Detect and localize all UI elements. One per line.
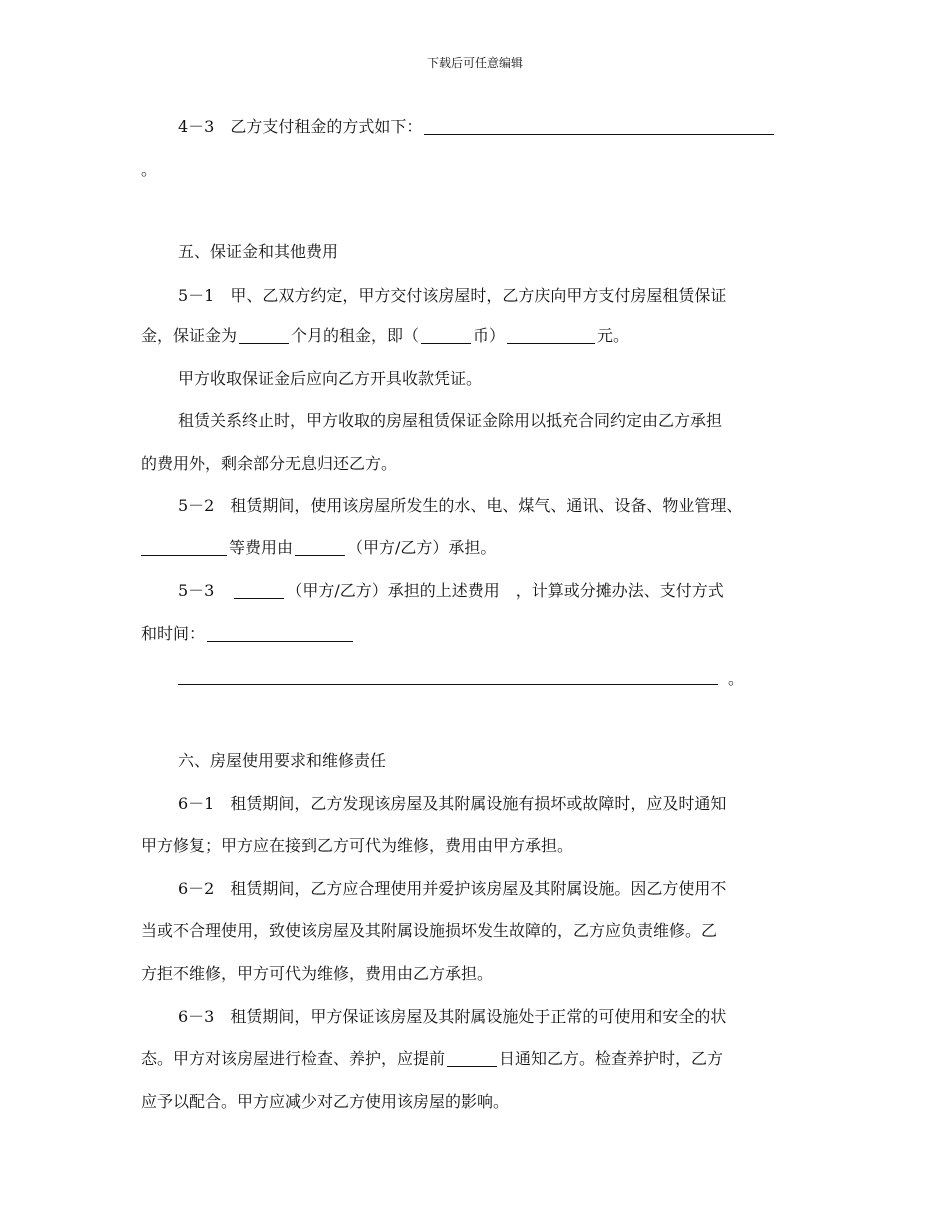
clause-5-1-line-2 [141,326,629,346]
fee-party-blank[interactable] [295,538,345,556]
clause-5-1-line-1: 5－1 甲、乙双方约定，甲方交付该房屋时，乙方庆向甲方支付房屋租赁保证 [178,286,727,305]
payment-method-blank[interactable] [424,117,774,135]
clause-6-3-line-2 [141,1049,723,1069]
clause-5-1-line-3: 甲方收取保证金后应向乙方开具收款凭证。 [178,369,483,388]
clause-4-3-line-2: 。 [141,160,158,179]
payment-time-blank[interactable] [207,624,353,642]
deposit-months-blank[interactable] [239,326,289,344]
clause-5-2-line-1: 5－2 租赁期间，使用该房屋所发生的水、电、煤气、通讯、设备、物业管理、 [178,496,743,515]
clause-text: 币） [473,326,506,345]
clause-5-1-line-4: 租赁关系终止时，甲方收取的房屋租赁保证金除用以抵充合同约定由乙方承担 [178,411,723,430]
clause-6-2-line-1: 6－2 租赁期间，乙方应合理使用并爱护该房屋及其附属设施。因乙方使用不 [178,879,727,898]
clause-text: 金，保证金为 [141,326,238,345]
clause-text: （甲方/乙方）承担。 [347,538,497,557]
payment-details-blank[interactable] [178,684,718,685]
clause-text: 元。 [597,326,630,345]
clause-text: 和时间： [141,624,206,643]
clause-text: 等费用由 [229,538,294,557]
section-6-title: 六、房屋使用要求和维修责任 [178,751,387,770]
clause-text: 个月的租金，即（ [291,326,420,345]
clause-text: （甲方/乙方）承担的上述费用 ，计算或分摊办法、支付方式 [286,581,724,600]
clause-6-3-line-1: 6－3 租赁期间，甲方保证该房屋及其附属设施处于正常的可使用和安全的状 [178,1007,727,1026]
clause-5-3-line-1 [178,581,724,601]
clause-6-3-line-3: 应予以配合。甲方应减少对乙方使用该房屋的影响。 [141,1092,510,1111]
clause-5-2-line-2 [141,538,496,558]
clause-text: 日通知乙方。检查养护时，乙方 [499,1049,724,1068]
clause-text: 5－3 [178,581,215,600]
page-header: 下载后可任意编辑 [426,56,523,70]
clause-6-2-line-2: 当或不合理使用，致使该房屋及其附属设施损坏发生故障的，乙方应负责维修。乙 [141,921,718,940]
clause-6-1-line-2: 甲方修复；甲方应在接到乙方可代为维修，费用由甲方承担。 [141,836,574,855]
clause-5-3-line-3: 。 [728,669,745,688]
other-fees-blank[interactable] [141,538,227,556]
clause-5-1-line-5: 的费用外，剩余部分无息归还乙方。 [141,454,398,473]
clause-4-3-line-1 [178,117,776,137]
currency-blank[interactable] [421,326,471,344]
clause-6-2-line-3: 方拒不维修，甲方可代为维修，费用由乙方承担。 [141,964,494,983]
section-5-title: 五、保证金和其他费用 [178,242,339,261]
notice-days-blank[interactable] [447,1049,497,1067]
clause-text: 态。甲方对该房屋进行检查、养护，应提前 [141,1049,446,1068]
clause-text: 4－3 乙方支付租金的方式如下： [178,117,423,136]
fee-bearer-blank[interactable] [234,581,284,599]
clause-5-3-line-2 [141,624,355,644]
clause-6-1-line-1: 6－1 租赁期间，乙方发现该房屋及其附属设施有损坏或故障时，应及时通知 [178,794,727,813]
deposit-amount-blank[interactable] [507,326,595,344]
